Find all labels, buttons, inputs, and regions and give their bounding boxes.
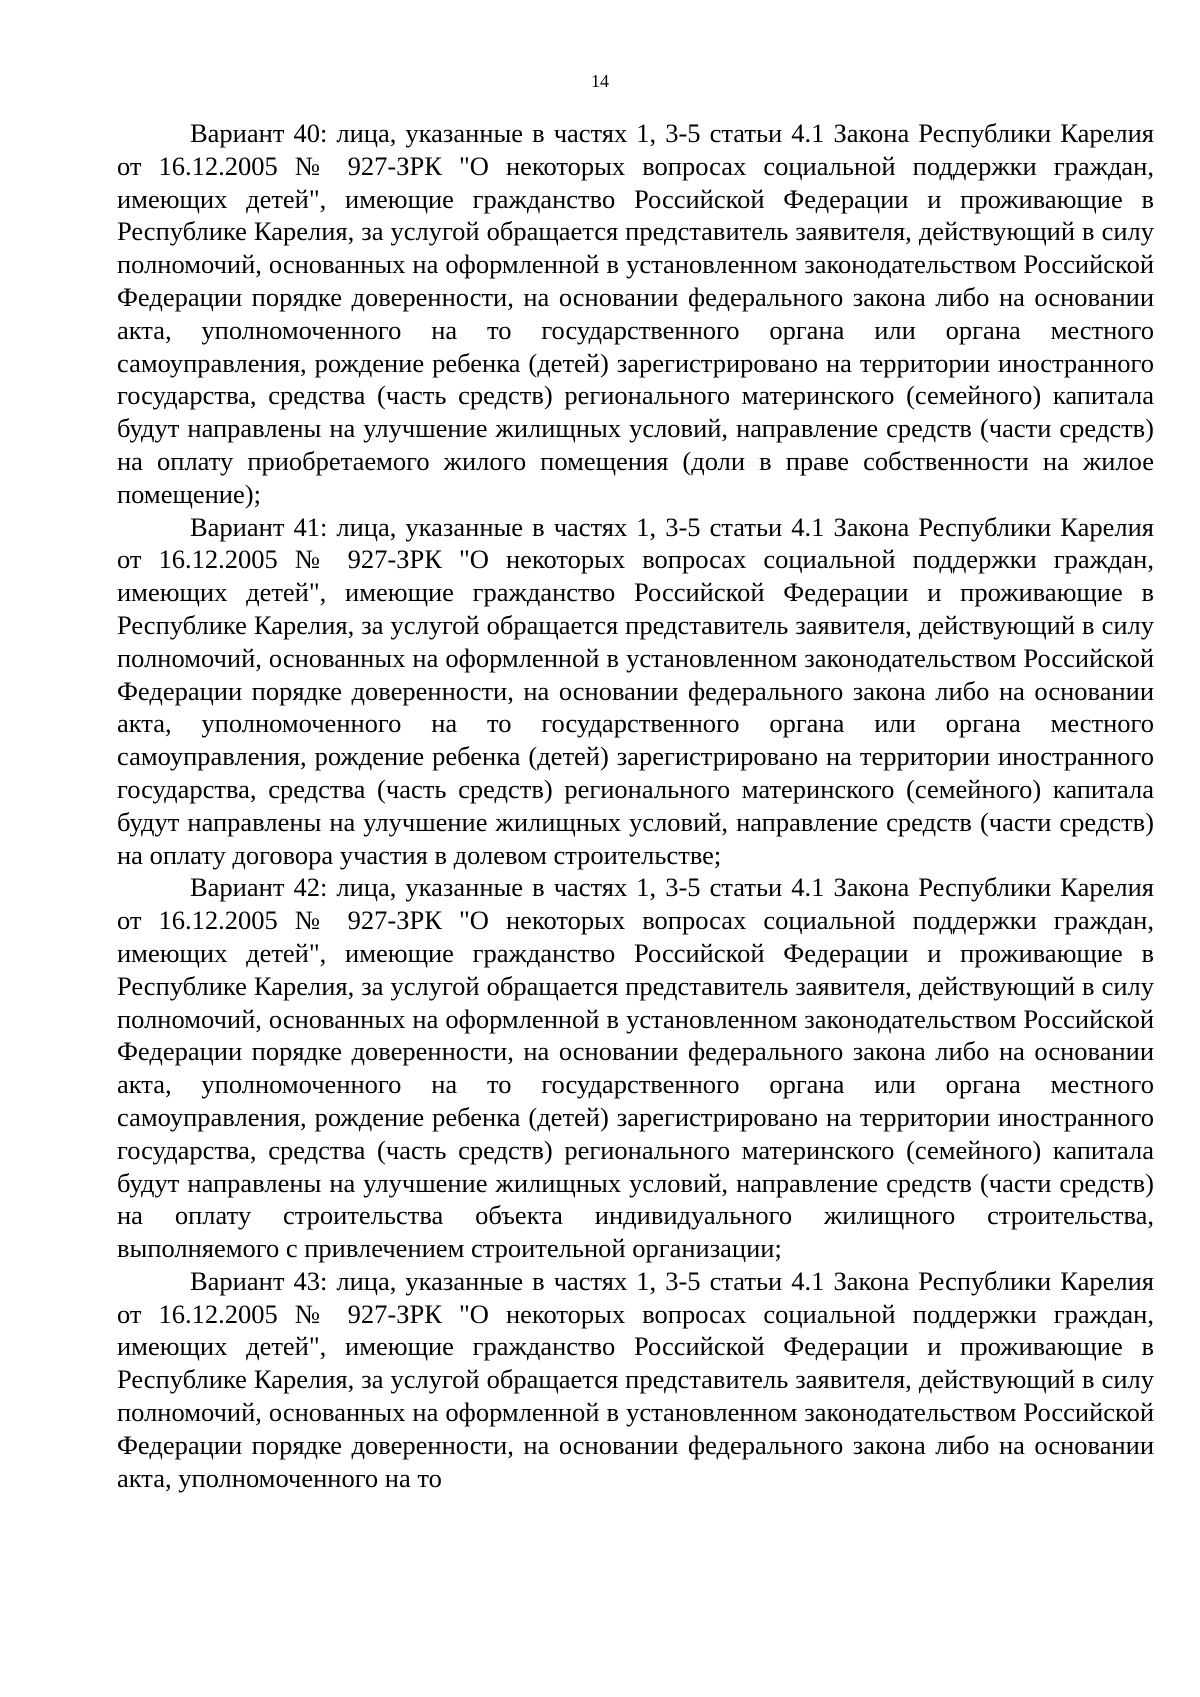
paragraph-variant-40: Вариант 40: лица, указанные в частях 1, 3-5 статьи 4.1 Закона Республики Карелия от 16.12.2005 № 927-ЗРК "О некоторых вопросах социальной поддержки граждан, имеющих детей", имеющие гражданство Российской Федерации и проживающие в Республике Карелия, за услугой обращается представитель заявителя, действующий в силу полномочий, основанных на оформленной в установленном законодательством Российской Федерации порядке доверенности, на основании федерального закона либо на основании акта, уполномоченного на то государственного органа или органа местного самоуправления, рождение ребенка (детей) зарегистрировано на территории иностранного государства, средства (часть средств) регионального материнского (семейного) капитала будут направлены на улучшение жилищных условий, направление средств (части средств) на оплату приобретаемого жилого помещения (доли в праве собственности на жилое помещение); bbox=[117, 118, 1154, 509]
paragraph-variant-41: Вариант 41: лица, указанные в частях 1, 3-5 статьи 4.1 Закона Республики Карелия от 16.12.2005 № 927-ЗРК "О некоторых вопросах социальной поддержки граждан, имеющих детей", имеющие гражданство Российской Федерации и проживающие в Республике Карелия, за услугой обращается представитель заявителя, действующий в силу полномочий, основанных на оформленной в установленном законодательством Российской Федерации порядке доверенности, на основании федерального закона либо на основании акта, уполномоченного на то государственного органа или органа местного самоуправления, рождение ребенка (детей) зарегистрировано на территории иностранного государства, средства (часть средств) регионального материнского (семейного) капитала будут направлены на улучшение жилищных условий, направление средств (части средств) на оплату договора участия в долевом строительстве; bbox=[117, 511, 1154, 870]
paragraph-variant-42: Вариант 42: лица, указанные в частях 1, 3-5 статьи 4.1 Закона Республики Карелия от 16.12.2005 № 927-ЗРК "О некоторых вопросах социальной поддержки граждан, имеющих детей", имеющие гражданство Российской Федерации и проживающие в Республике Карелия, за услугой обращается представитель заявителя, действующий в силу полномочий, основанных на оформленной в установленном законодательством Российской Федерации порядке доверенности, на основании федерального закона либо на основании акта, уполномоченного на то государственного органа или органа местного самоуправления, рождение ребенка (детей) зарегистрировано на территории иностранного государства, средства (часть средств) регионального материнского (семейного) капитала будут направлены на улучшение жилищных условий, направление средств (части средств) на оплату строительства объекта индивидуального жилищного строительства, выполняемого с привлечением строительной организации; bbox=[117, 872, 1154, 1264]
paragraph-variant-43: Вариант 43: лица, указанные в частях 1, 3-5 статьи 4.1 Закона Республики Карелия от 16.12.2005 № 927-ЗРК "О некоторых вопросах социальной поддержки граждан, имеющих детей", имеющие гражданство Российской Федерации и проживающие в Республике Карелия, за услугой обращается представитель заявителя, действующий в силу полномочий, основанных на оформленной в установленном законодательством Российской Федерации порядке доверенности, на основании федерального закона либо на основании акта, уполномоченного на то bbox=[117, 1265, 1154, 1493]
page-number: 14 bbox=[591, 71, 609, 91]
document-body bbox=[117, 117, 1154, 1494]
